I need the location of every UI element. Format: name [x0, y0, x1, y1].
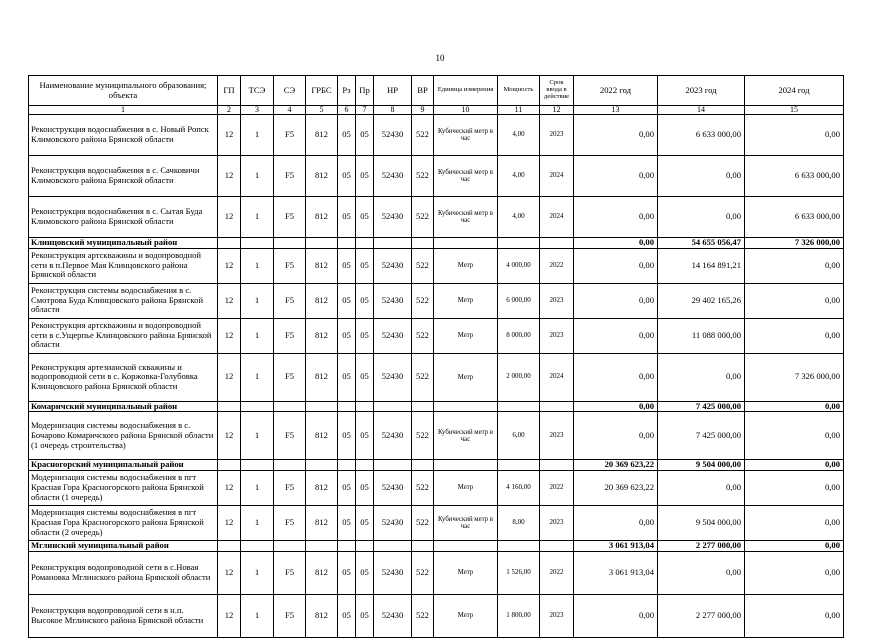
object-name: Реконструкция водоснабжения в с. Новый Ропск Климовского района Брянской области [29, 115, 218, 156]
col-header-2024: 2024 год [745, 76, 844, 106]
grbs-cell: 812 [306, 318, 338, 353]
nr-cell: 52430 [374, 412, 412, 460]
grbs-cell: 812 [306, 353, 338, 401]
term-cell: 2023 [540, 505, 574, 540]
district-total-2024: 0,00 [745, 460, 844, 471]
amount-2023: 0,00 [658, 156, 745, 197]
column-number: 9 [412, 106, 434, 115]
gp-cell: 12 [218, 551, 241, 594]
empty-cell [412, 460, 434, 471]
column-number: 11 [498, 106, 540, 115]
empty-cell [412, 540, 434, 551]
col-header-gp: ГП [218, 76, 241, 106]
table-row [29, 505, 844, 540]
col-header-grbs: ГРБС [306, 76, 338, 106]
object-name: Модернизация системы водоснабжения в с. Бочарово Комаричского района Брянской области (1 очередь строительства) [29, 412, 218, 460]
power-cell: 8,00 [498, 505, 540, 540]
grbs-cell: 812 [306, 551, 338, 594]
amount-2022: 0,00 [574, 156, 658, 197]
nr-cell: 52430 [374, 115, 412, 156]
empty-cell [540, 238, 574, 249]
tse-cell: 1 [241, 283, 274, 318]
district-total-2022: 0,00 [574, 401, 658, 412]
vr-cell: 522 [412, 551, 434, 594]
gp-cell: 12 [218, 594, 241, 637]
empty-cell [306, 401, 338, 412]
col-header-unit: Единица измерения [434, 76, 498, 106]
col-header-nr: НР [374, 76, 412, 106]
amount-2022: 0,00 [574, 353, 658, 401]
empty-cell [241, 401, 274, 412]
object-name: Реконструкция артезианской скважины и водопроводной сети в с. Коржовка-Голубовка Клинцовского района Брянской области [29, 353, 218, 401]
pr-cell: 05 [356, 412, 374, 460]
pr-cell: 05 [356, 156, 374, 197]
se-cell: F5 [274, 551, 306, 594]
col-header-vr: ВР [412, 76, 434, 106]
empty-cell [374, 460, 412, 471]
vr-cell: 522 [412, 156, 434, 197]
object-name: Реконструкция водопроводной сети в н.п. Высокое Мглинского района Брянской области [29, 594, 218, 637]
amount-2023: 0,00 [658, 197, 745, 238]
district-total-2024: 7 326 000,00 [745, 238, 844, 249]
grbs-cell: 812 [306, 412, 338, 460]
col-header-tse: ТСЭ [241, 76, 274, 106]
district-total-2024: 0,00 [745, 540, 844, 551]
col-header-se: СЭ [274, 76, 306, 106]
empty-cell [498, 460, 540, 471]
power-cell: 4,00 [498, 156, 540, 197]
empty-cell [274, 238, 306, 249]
amount-2023: 11 088 000,00 [658, 318, 745, 353]
pr-cell: 05 [356, 318, 374, 353]
column-number: 13 [574, 106, 658, 115]
power-cell: 4 000,00 [498, 248, 540, 283]
tse-cell: 1 [241, 248, 274, 283]
grbs-cell: 812 [306, 156, 338, 197]
gp-cell: 12 [218, 412, 241, 460]
rz-cell: 05 [338, 412, 356, 460]
nr-cell: 52430 [374, 283, 412, 318]
term-cell: 2022 [540, 248, 574, 283]
tse-cell: 1 [241, 353, 274, 401]
rz-cell: 05 [338, 248, 356, 283]
term-cell: 2023 [540, 115, 574, 156]
column-number: 7 [356, 106, 374, 115]
empty-cell [356, 540, 374, 551]
district-row [29, 540, 844, 551]
pr-cell: 05 [356, 283, 374, 318]
tse-cell: 1 [241, 470, 274, 505]
nr-cell: 52430 [374, 505, 412, 540]
empty-cell [218, 238, 241, 249]
empty-cell [338, 540, 356, 551]
tse-cell: 1 [241, 318, 274, 353]
empty-cell [218, 401, 241, 412]
empty-cell [274, 460, 306, 471]
empty-cell [498, 238, 540, 249]
empty-cell [434, 238, 498, 249]
empty-cell [374, 238, 412, 249]
power-cell: 4 160,00 [498, 470, 540, 505]
empty-cell [274, 540, 306, 551]
table-row [29, 412, 844, 460]
empty-cell [218, 460, 241, 471]
amount-2024: 0,00 [745, 551, 844, 594]
col-header-2023: 2023 год [658, 76, 745, 106]
pr-cell: 05 [356, 353, 374, 401]
district-total-2022: 0,00 [574, 238, 658, 249]
pr-cell: 05 [356, 115, 374, 156]
power-cell: 4,00 [498, 197, 540, 238]
empty-cell [412, 401, 434, 412]
gp-cell: 12 [218, 505, 241, 540]
empty-cell [374, 540, 412, 551]
empty-cell [338, 238, 356, 249]
table-row [29, 551, 844, 594]
table-row [29, 318, 844, 353]
gp-cell: 12 [218, 248, 241, 283]
gp-cell: 12 [218, 318, 241, 353]
pr-cell: 05 [356, 594, 374, 637]
amount-2022: 0,00 [574, 248, 658, 283]
table-row [29, 115, 844, 156]
empty-cell [434, 401, 498, 412]
col-header-term: Срок ввода в действие [540, 76, 574, 106]
power-cell: 1 800,00 [498, 594, 540, 637]
gp-cell: 12 [218, 353, 241, 401]
nr-cell: 52430 [374, 594, 412, 637]
term-cell: 2024 [540, 156, 574, 197]
amount-2024: 0,00 [745, 283, 844, 318]
col-header-rz: Рз [338, 76, 356, 106]
column-number: 3 [241, 106, 274, 115]
power-cell: 6,00 [498, 412, 540, 460]
district-total-2024: 0,00 [745, 401, 844, 412]
empty-cell [540, 540, 574, 551]
se-cell: F5 [274, 115, 306, 156]
amount-2023: 7 425 000,00 [658, 412, 745, 460]
empty-cell [218, 540, 241, 551]
amount-2023: 6 633 000,00 [658, 115, 745, 156]
se-cell: F5 [274, 594, 306, 637]
table-row [29, 283, 844, 318]
column-number: 8 [374, 106, 412, 115]
amount-2024: 6 633 000,00 [745, 156, 844, 197]
rz-cell: 05 [338, 115, 356, 156]
amount-2024: 0,00 [745, 412, 844, 460]
vr-cell: 522 [412, 197, 434, 238]
amount-2023: 0,00 [658, 470, 745, 505]
amount-2022: 0,00 [574, 412, 658, 460]
pr-cell: 05 [356, 551, 374, 594]
object-name: Реконструкция водопроводной сети в с.Новая Романовка Мглинского района Брянской области [29, 551, 218, 594]
amount-2022: 20 369 623,22 [574, 470, 658, 505]
grbs-cell: 812 [306, 115, 338, 156]
table-row [29, 470, 844, 505]
empty-cell [540, 460, 574, 471]
district-total-2023: 9 504 000,00 [658, 460, 745, 471]
nr-cell: 52430 [374, 353, 412, 401]
rz-cell: 05 [338, 197, 356, 238]
amount-2022: 0,00 [574, 318, 658, 353]
amount-2023: 29 402 165,26 [658, 283, 745, 318]
table-row [29, 197, 844, 238]
amount-2022: 0,00 [574, 283, 658, 318]
object-name: Реконструкция артскважины и водопроводной сети в п.Первое Мая Клинцовского района Брянской области [29, 248, 218, 283]
amount-2023: 2 277 000,00 [658, 594, 745, 637]
empty-cell [540, 401, 574, 412]
amount-2024: 0,00 [745, 594, 844, 637]
rz-cell: 05 [338, 551, 356, 594]
unit-cell: Кубический метр в час [434, 115, 498, 156]
grbs-cell: 812 [306, 594, 338, 637]
unit-cell: Метр [434, 248, 498, 283]
amount-2022: 0,00 [574, 197, 658, 238]
tse-cell: 1 [241, 156, 274, 197]
amount-2024: 6 633 000,00 [745, 197, 844, 238]
nr-cell: 52430 [374, 197, 412, 238]
empty-cell [306, 540, 338, 551]
tse-cell: 1 [241, 412, 274, 460]
power-cell: 4,00 [498, 115, 540, 156]
se-cell: F5 [274, 470, 306, 505]
amount-2023: 0,00 [658, 353, 745, 401]
amount-2024: 0,00 [745, 248, 844, 283]
vr-cell: 522 [412, 318, 434, 353]
district-total-2023: 7 425 000,00 [658, 401, 745, 412]
empty-cell [241, 540, 274, 551]
empty-cell [434, 460, 498, 471]
term-cell: 2023 [540, 594, 574, 637]
vr-cell: 522 [412, 248, 434, 283]
se-cell: F5 [274, 412, 306, 460]
nr-cell: 52430 [374, 318, 412, 353]
rz-cell: 05 [338, 353, 356, 401]
gp-cell: 12 [218, 470, 241, 505]
empty-cell [374, 401, 412, 412]
empty-cell [306, 238, 338, 249]
district-name: Клинцовский муниципальный район [29, 238, 218, 249]
object-name: Реконструкция водоснабжения в с. Сачковичи Климовского района Брянской области [29, 156, 218, 197]
se-cell: F5 [274, 248, 306, 283]
object-name: Модернизация системы водоснабжения в пгт Красная Гора Красногорского района Брянской области (1 очередь) [29, 470, 218, 505]
column-number-row [29, 106, 844, 115]
pr-cell: 05 [356, 505, 374, 540]
tse-cell: 1 [241, 551, 274, 594]
amount-2023: 14 164 891,21 [658, 248, 745, 283]
gp-cell: 12 [218, 197, 241, 238]
unit-cell: Кубический метр в час [434, 412, 498, 460]
vr-cell: 522 [412, 115, 434, 156]
amount-2024: 0,00 [745, 505, 844, 540]
nr-cell: 52430 [374, 248, 412, 283]
term-cell: 2023 [540, 283, 574, 318]
se-cell: F5 [274, 505, 306, 540]
empty-cell [356, 238, 374, 249]
column-number: 12 [540, 106, 574, 115]
empty-cell [306, 460, 338, 471]
table-row [29, 156, 844, 197]
vr-cell: 522 [412, 505, 434, 540]
unit-cell: Кубический метр в час [434, 156, 498, 197]
district-total-2022: 20 369 623,22 [574, 460, 658, 471]
district-name: Мглинский муниципальный район [29, 540, 218, 551]
gp-cell: 12 [218, 156, 241, 197]
table-row [29, 353, 844, 401]
power-cell: 1 526,00 [498, 551, 540, 594]
amount-2023: 9 504 000,00 [658, 505, 745, 540]
nr-cell: 52430 [374, 551, 412, 594]
col-header-pr: Пр [356, 76, 374, 106]
vr-cell: 522 [412, 594, 434, 637]
term-cell: 2022 [540, 551, 574, 594]
unit-cell: Кубический метр в час [434, 197, 498, 238]
district-total-2023: 2 277 000,00 [658, 540, 745, 551]
table-row [29, 248, 844, 283]
district-total-2023: 54 655 056,47 [658, 238, 745, 249]
empty-cell [356, 401, 374, 412]
power-cell: 2 000,00 [498, 353, 540, 401]
empty-cell [241, 238, 274, 249]
power-cell: 8 000,00 [498, 318, 540, 353]
empty-cell [338, 401, 356, 412]
empty-cell [356, 460, 374, 471]
amount-2022: 3 061 913,04 [574, 551, 658, 594]
col-header-name: Наименование муниципального образования; объекта [29, 76, 218, 106]
rz-cell: 05 [338, 505, 356, 540]
unit-cell: Метр [434, 470, 498, 505]
column-number: 10 [434, 106, 498, 115]
amount-2024: 0,00 [745, 470, 844, 505]
empty-cell [434, 540, 498, 551]
object-name: Реконструкция водоснабжения в с. Сытая Буда Климовского района Брянской области [29, 197, 218, 238]
object-name: Реконструкция системы водоснабжения в с. Смотрова Буда Клинцовского района Брянской области [29, 283, 218, 318]
vr-cell: 522 [412, 353, 434, 401]
amount-2023: 0,00 [658, 551, 745, 594]
vr-cell: 522 [412, 283, 434, 318]
column-number: 15 [745, 106, 844, 115]
vr-cell: 522 [412, 412, 434, 460]
page-number: 10 [435, 53, 445, 63]
column-number: 5 [306, 106, 338, 115]
unit-cell: Метр [434, 551, 498, 594]
header-row [29, 76, 844, 106]
column-number: 2 [218, 106, 241, 115]
district-row [29, 460, 844, 471]
tse-cell: 1 [241, 197, 274, 238]
empty-cell [274, 401, 306, 412]
term-cell: 2023 [540, 412, 574, 460]
table-row [29, 594, 844, 637]
unit-cell: Метр [434, 283, 498, 318]
se-cell: F5 [274, 156, 306, 197]
table-body [29, 115, 844, 638]
vr-cell: 522 [412, 470, 434, 505]
term-cell: 2023 [540, 318, 574, 353]
rz-cell: 05 [338, 283, 356, 318]
tse-cell: 1 [241, 115, 274, 156]
empty-cell [498, 540, 540, 551]
amount-2022: 0,00 [574, 594, 658, 637]
term-cell: 2022 [540, 470, 574, 505]
amount-2024: 7 326 000,00 [745, 353, 844, 401]
amount-2024: 0,00 [745, 318, 844, 353]
column-number: 1 [29, 106, 218, 115]
column-number: 4 [274, 106, 306, 115]
se-cell: F5 [274, 318, 306, 353]
gp-cell: 12 [218, 283, 241, 318]
term-cell: 2024 [540, 353, 574, 401]
nr-cell: 52430 [374, 156, 412, 197]
column-number: 14 [658, 106, 745, 115]
se-cell: F5 [274, 353, 306, 401]
gp-cell: 12 [218, 115, 241, 156]
amount-2022: 0,00 [574, 115, 658, 156]
power-cell: 6 000,00 [498, 283, 540, 318]
empty-cell [498, 401, 540, 412]
unit-cell: Метр [434, 318, 498, 353]
column-number: 6 [338, 106, 356, 115]
grbs-cell: 812 [306, 470, 338, 505]
pr-cell: 05 [356, 470, 374, 505]
empty-cell [412, 238, 434, 249]
empty-cell [338, 460, 356, 471]
grbs-cell: 812 [306, 197, 338, 238]
district-row [29, 238, 844, 249]
unit-cell: Кубический метр в час [434, 505, 498, 540]
grbs-cell: 812 [306, 283, 338, 318]
rz-cell: 05 [338, 318, 356, 353]
col-header-power: Мощность [498, 76, 540, 106]
grbs-cell: 812 [306, 505, 338, 540]
tse-cell: 1 [241, 505, 274, 540]
se-cell: F5 [274, 197, 306, 238]
unit-cell: Метр [434, 594, 498, 637]
district-name: Комаричский муниципальный район [29, 401, 218, 412]
rz-cell: 05 [338, 594, 356, 637]
rz-cell: 05 [338, 156, 356, 197]
object-name: Модернизация системы водоснабжения в пгт Красная Гора Красногорского района Брянской области (2 очередь) [29, 505, 218, 540]
pr-cell: 05 [356, 248, 374, 283]
nr-cell: 52430 [374, 470, 412, 505]
district-name: Красногорский муниципальный район [29, 460, 218, 471]
term-cell: 2024 [540, 197, 574, 238]
rz-cell: 05 [338, 470, 356, 505]
se-cell: F5 [274, 283, 306, 318]
unit-cell: Метр [434, 353, 498, 401]
amount-2022: 0,00 [574, 505, 658, 540]
col-header-2022: 2022 год [574, 76, 658, 106]
pr-cell: 05 [356, 197, 374, 238]
district-row [29, 401, 844, 412]
object-name: Реконструкция артскважины и водопроводной сети в с.Ущерпье Клинцовского района Брянской области [29, 318, 218, 353]
empty-cell [241, 460, 274, 471]
amount-2024: 0,00 [745, 115, 844, 156]
district-total-2022: 3 061 913,04 [574, 540, 658, 551]
budget-table [28, 75, 844, 638]
grbs-cell: 812 [306, 248, 338, 283]
tse-cell: 1 [241, 594, 274, 637]
